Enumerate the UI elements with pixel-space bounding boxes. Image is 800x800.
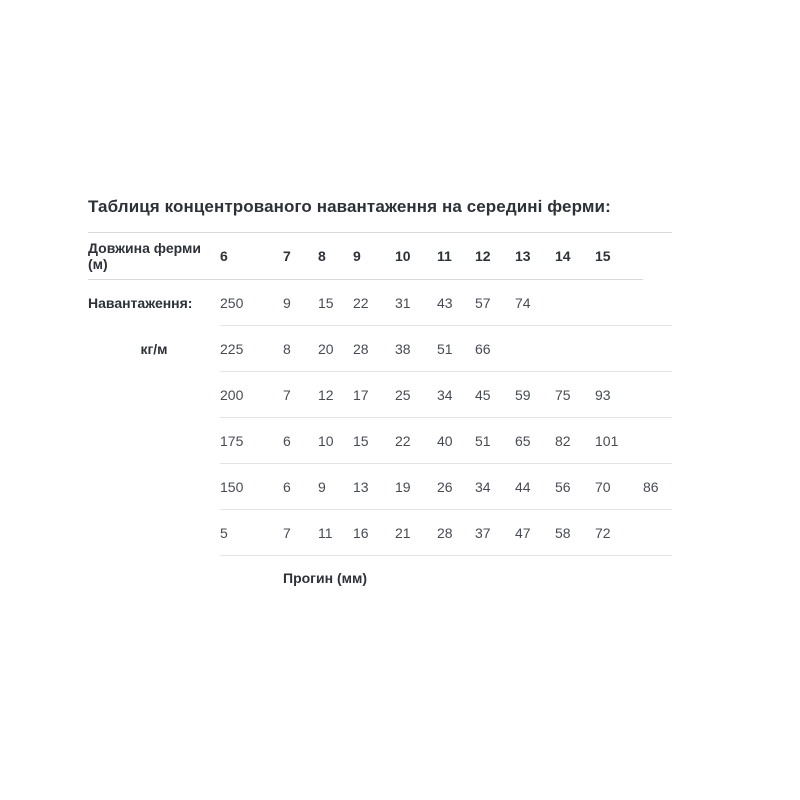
table-row — [88, 372, 672, 418]
deflection-value-cell: 70 — [595, 464, 643, 510]
deflection-value-cell: 7 — [283, 372, 318, 418]
row-label-cell — [88, 510, 220, 556]
header-col-11: 11 — [437, 233, 475, 280]
deflection-value-cell: 7 — [283, 510, 318, 556]
header-col-15: 15 — [595, 233, 643, 280]
table-row — [88, 280, 672, 326]
deflection-value-cell: 45 — [475, 372, 515, 418]
table-row — [88, 510, 672, 556]
deflection-value-cell: 19 — [395, 464, 437, 510]
row-label-cell — [88, 372, 220, 418]
table-header-row — [88, 233, 672, 280]
deflection-value-cell: 43 — [437, 280, 475, 326]
deflection-value-cell: 15 — [318, 280, 353, 326]
deflection-value-cell: 28 — [353, 326, 395, 372]
deflection-value-cell: 17 — [353, 372, 395, 418]
load-value-cell: 150 — [220, 464, 283, 510]
table-row — [88, 418, 672, 464]
row-label-cell: Навантаження: — [88, 294, 193, 311]
header-length-label: Довжина ферми (м) — [88, 233, 220, 280]
deflection-value-cell: 13 — [353, 464, 395, 510]
deflection-value-cell: 57 — [475, 280, 515, 326]
deflection-value-cell: 15 — [353, 418, 395, 464]
deflection-value-cell — [555, 280, 595, 326]
load-table-section — [88, 196, 672, 586]
deflection-value-cell: 9 — [283, 280, 318, 326]
header-col-10: 10 — [395, 233, 437, 280]
table-title: Таблиця концентрованого навантаження на середині ферми: — [88, 197, 611, 216]
deflection-value-cell: 44 — [515, 464, 555, 510]
header-col-13: 13 — [515, 233, 555, 280]
deflection-value-cell — [643, 280, 672, 326]
table-row — [88, 326, 672, 372]
deflection-value-cell: 47 — [515, 510, 555, 556]
load-value-cell: 225 — [220, 326, 283, 372]
deflection-value-cell: 26 — [437, 464, 475, 510]
deflection-value-cell — [643, 418, 672, 464]
deflection-value-cell: 86 — [643, 464, 672, 510]
deflection-value-cell: 58 — [555, 510, 595, 556]
deflection-value-cell: 40 — [437, 418, 475, 464]
deflection-value-cell — [643, 510, 672, 556]
deflection-value-cell: 11 — [318, 510, 353, 556]
deflection-value-cell: 38 — [395, 326, 437, 372]
deflection-value-cell: 22 — [395, 418, 437, 464]
deflection-value-cell: 21 — [395, 510, 437, 556]
deflection-value-cell: 65 — [515, 418, 555, 464]
deflection-value-cell — [595, 280, 643, 326]
deflection-value-cell: 74 — [515, 280, 555, 326]
row-label-cell — [88, 464, 220, 510]
deflection-value-cell: 8 — [283, 326, 318, 372]
deflection-value-cell — [643, 326, 672, 372]
deflection-value-cell: 20 — [318, 326, 353, 372]
deflection-value-cell — [555, 326, 595, 372]
deflection-value-cell: 66 — [475, 326, 515, 372]
deflection-value-cell — [643, 372, 672, 418]
deflection-value-cell: 72 — [595, 510, 643, 556]
row-label-cell — [88, 418, 220, 464]
deflection-value-cell: 6 — [283, 418, 318, 464]
deflection-value-cell: 101 — [595, 418, 643, 464]
header-col-8: 8 — [318, 233, 353, 280]
deflection-value-cell: 34 — [437, 372, 475, 418]
deflection-value-cell: 12 — [318, 372, 353, 418]
deflection-value-cell: 9 — [318, 464, 353, 510]
deflection-value-cell: 82 — [555, 418, 595, 464]
load-value-cell: 200 — [220, 372, 283, 418]
row-label-cell: кг/м — [140, 340, 168, 357]
deflection-value-cell — [515, 326, 555, 372]
table-row — [88, 464, 672, 510]
deflection-caption: Прогин (мм) — [283, 570, 367, 586]
deflection-value-cell: 93 — [595, 372, 643, 418]
load-value-cell: 250 — [220, 280, 283, 326]
deflection-value-cell: 31 — [395, 280, 437, 326]
deflection-value-cell: 16 — [353, 510, 395, 556]
deflection-value-cell: 6 — [283, 464, 318, 510]
header-col-9: 9 — [353, 233, 395, 280]
deflection-value-cell: 56 — [555, 464, 595, 510]
deflection-value-cell: 37 — [475, 510, 515, 556]
deflection-value-cell: 28 — [437, 510, 475, 556]
deflection-value-cell: 75 — [555, 372, 595, 418]
load-value-cell: 5 — [220, 510, 283, 556]
header-col-7: 7 — [283, 233, 318, 280]
deflection-value-cell: 51 — [437, 326, 475, 372]
deflection-value-cell — [595, 326, 643, 372]
deflection-value-cell: 22 — [353, 280, 395, 326]
header-col-14: 14 — [555, 233, 595, 280]
deflection-value-cell: 34 — [475, 464, 515, 510]
deflection-value-cell: 59 — [515, 372, 555, 418]
header-col-6: 6 — [220, 233, 283, 280]
header-col-12: 12 — [475, 233, 515, 280]
deflection-value-cell: 51 — [475, 418, 515, 464]
deflection-value-cell: 25 — [395, 372, 437, 418]
deflection-value-cell: 10 — [318, 418, 353, 464]
load-value-cell: 175 — [220, 418, 283, 464]
load-table — [88, 232, 672, 556]
